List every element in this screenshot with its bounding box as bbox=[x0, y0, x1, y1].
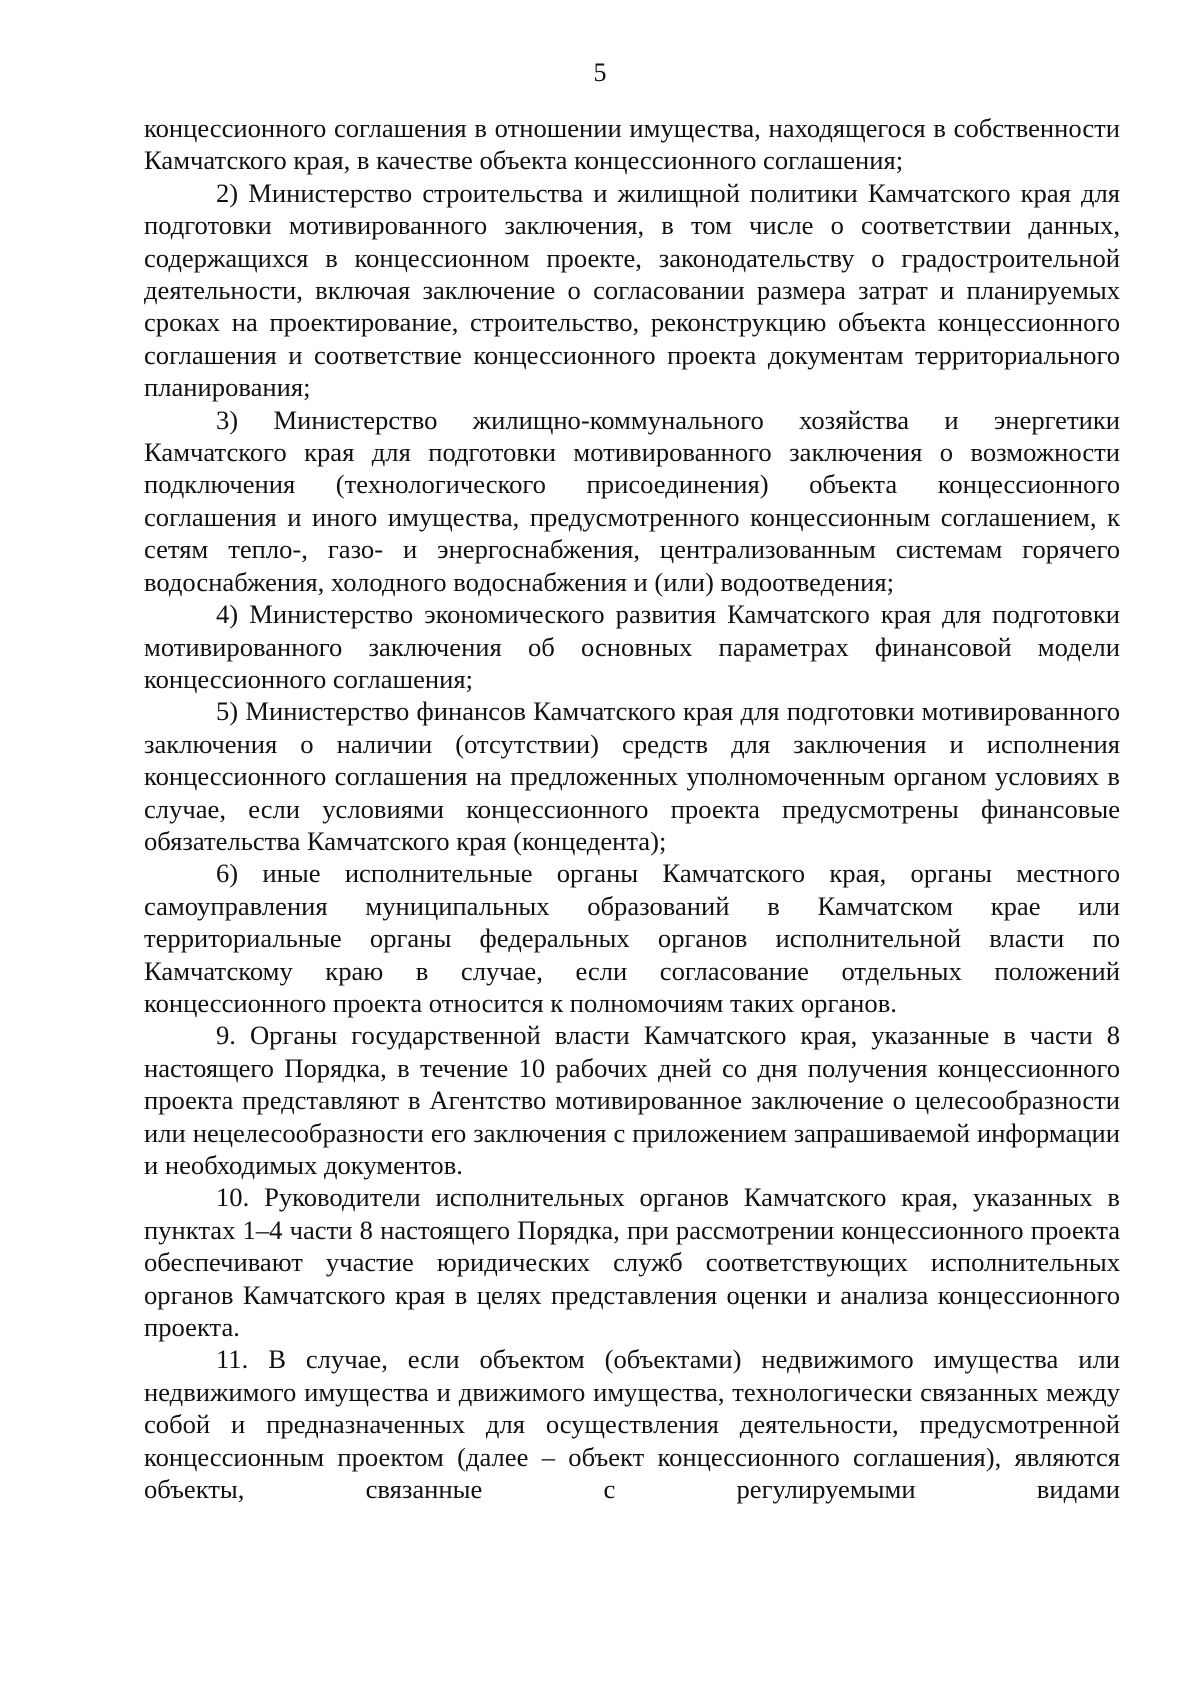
paragraph-item-6: 6) иные исполнительные органы Камчатского края, органы местного самоуправления муниципальных образований в Камчатском крае или территориальные органы федеральных органов исполнительной власти по Камчатскому краю в случае, если согласование отдельных положений концессионного проекта относится к полномочиям таких органов. bbox=[144, 858, 1120, 1018]
paragraph-item-3: 3) Министерство жилищно-коммунального хозяйства и энергетики Камчатского края для подготовки мотивированного заключения о возможности подключения (технологического присоединения) объекта концессионного соглашения и иного имущества, предусмотренного концессионным соглашением, к сетям тепло-, газо- и энергоснабжения, централизованным системам горячего водоснабжения, холодного водоснабжения и (или) водоотведения; bbox=[144, 404, 1120, 597]
paragraph-section-9: 9. Органы государственной власти Камчатского края, указанные в части 8 настоящего Порядка, в течение 10 рабочих дней со дня получения концессионного проекта представляют в Агентство мотивированное заключение о целесообразности или нецелесообразности его заключения с приложением запрашиваемой информации и необходимых документов. bbox=[144, 1020, 1120, 1180]
paragraph-item-5: 5) Министерство финансов Камчатского края для подготовки мотивированного заключения о наличии (отсутствии) средств для заключения и исполнения концессионного соглашения на предложенных уполномоченным органом условиях в случае, если условиями концессионного проекта предусмотрены финансовые обязательства Камчатского края (концедента); bbox=[144, 696, 1120, 856]
document-body bbox=[144, 112, 1120, 1505]
page-number: 5 bbox=[593, 58, 607, 87]
paragraph-section-10: 10. Руководители исполнительных органов Камчатского края, указанных в пунктах 1–4 части 8 настоящего Порядка, при рассмотрении концессионного проекта обеспечивают участие юридических служб соответствующих исполнительных органов Камчатского края в целях представления оценки и анализа концессионного проекта. bbox=[144, 1182, 1120, 1343]
paragraph-item-4: 4) Министерство экономического развития Камчатского края для подготовки мотивированного заключения об основных параметрах финансовой модели концессионного соглашения; bbox=[144, 599, 1120, 694]
paragraph-continuation: концессионного соглашения в отношении имущества, находящегося в собственности Камчатского края, в качестве объекта концессионного соглашения; bbox=[144, 113, 1120, 176]
paragraph-section-11: 11. В случае, если объектом (объектами) недвижимого имущества или недвижимого имущества и движимого имущества, технологически связанных между собой и предназначенных для осуществления деятельности, предусмотренной концессионным проектом (далее – объект концессионного соглашения), являются объекты, связанные с регулируемыми видами bbox=[144, 1344, 1120, 1505]
paragraph-item-2: 2) Министерство строительства и жилищной политики Камчатского края для подготовки мотивированного заключения, в том числе о соответствии данных, содержащихся в концессионном проекте, законодательству о градостроительной деятельности, включая заключение о согласовании размера затрат и планируемых сроках на проектирование, строительство, реконструкцию объекта концессионного соглашения и соответствие концессионного проекта документам территориального планирования; bbox=[144, 177, 1120, 403]
